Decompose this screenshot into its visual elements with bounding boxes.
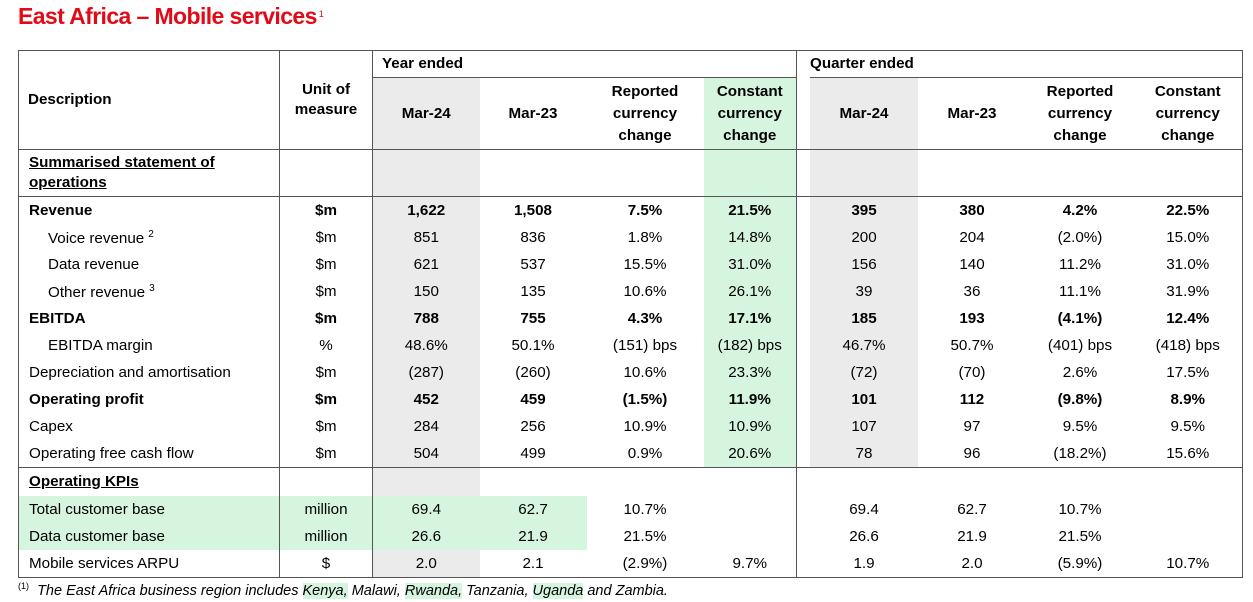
section-empty-cell bbox=[810, 150, 918, 197]
section-empty-cell bbox=[1026, 468, 1134, 497]
row-quarter-reported: (18.2%) bbox=[1026, 440, 1134, 468]
table-row bbox=[19, 197, 1243, 225]
row-unit: $m bbox=[280, 440, 373, 468]
row-gap bbox=[797, 197, 811, 225]
row-year-constant: 31.0% bbox=[704, 251, 797, 278]
row-year-reported: 7.5% bbox=[627, 201, 663, 219]
row-quarter-mar23: 140 bbox=[959, 255, 985, 273]
section-operations: Summarised statement of operations bbox=[19, 150, 280, 197]
row-unit: million bbox=[280, 523, 373, 550]
row-year-mar24: 2.0 bbox=[373, 550, 480, 578]
row-quarter-constant: 15.6% bbox=[1134, 440, 1242, 468]
row-quarter-constant: 12.4% bbox=[1134, 305, 1242, 332]
row-quarter-constant: 22.5% bbox=[1134, 197, 1242, 225]
row-quarter-constant bbox=[1134, 496, 1242, 523]
row-year-mar23: 62.7 bbox=[480, 496, 587, 523]
header-gap bbox=[797, 78, 811, 150]
row-gap bbox=[797, 332, 811, 359]
row-quarter-reported: (2.0%) bbox=[1057, 228, 1103, 246]
table-row bbox=[19, 305, 1243, 332]
header-description: Description bbox=[19, 51, 280, 150]
row-year-constant: 23.3% bbox=[704, 359, 797, 386]
table-row bbox=[19, 550, 1243, 578]
header-quarter-mar23: Mar-23 bbox=[918, 78, 1026, 150]
row-quarter-mar24: 78 bbox=[810, 440, 918, 468]
section-empty-cell bbox=[373, 468, 480, 497]
row-gap bbox=[797, 440, 811, 468]
row-year-mar23: 21.9 bbox=[480, 523, 587, 550]
row-year-mar24: 69.4 bbox=[373, 496, 480, 523]
row-year-reported: (151) bps bbox=[612, 336, 678, 354]
header-gap bbox=[797, 51, 811, 78]
row-quarter-mar24: 69.4 bbox=[849, 500, 879, 518]
header-unit: Unit of measure bbox=[280, 51, 373, 150]
row-label: Data customer base bbox=[19, 523, 280, 550]
table-row bbox=[19, 386, 1243, 413]
row-year-constant: 21.5% bbox=[704, 197, 797, 225]
row-year-mar23: 499 bbox=[480, 440, 587, 468]
row-quarter-constant: 9.5% bbox=[1134, 413, 1242, 440]
row-gap bbox=[797, 523, 811, 550]
row-quarter-mar24: 1.9 bbox=[810, 550, 918, 578]
row-label: Other revenue $^3$ bbox=[19, 278, 280, 305]
row-year-constant bbox=[704, 523, 797, 550]
row-unit: $m bbox=[280, 251, 373, 278]
row-gap bbox=[797, 386, 811, 413]
section-empty-cell bbox=[918, 468, 1026, 497]
row-label: Revenue bbox=[19, 197, 280, 225]
row-quarter-mar23: 380 bbox=[959, 201, 985, 219]
row-quarter-reported: (401) bps bbox=[1047, 336, 1113, 354]
row-quarter-reported: 21.5% bbox=[1058, 527, 1102, 545]
row-quarter-mar24: (72) bbox=[810, 359, 918, 386]
section-empty-cell bbox=[1026, 150, 1134, 197]
row-quarter-constant: (418) bps bbox=[1134, 332, 1242, 359]
row-quarter-mar24: 200 bbox=[810, 224, 918, 251]
title-footnote-marker: 1 bbox=[318, 9, 324, 19]
section-empty-cell bbox=[280, 468, 373, 497]
row-year-mar23: 755 bbox=[520, 309, 546, 327]
row-label: Voice revenue $^2$ bbox=[19, 224, 280, 251]
row-quarter-mar24: 101 bbox=[810, 386, 918, 413]
row-unit: $m bbox=[280, 278, 373, 305]
row-quarter-mar24: 46.7% bbox=[810, 332, 918, 359]
row-quarter-mar23: 193 bbox=[959, 309, 985, 327]
row-year-mar23: 836 bbox=[520, 228, 546, 246]
row-quarter-mar24: 26.6 bbox=[849, 527, 879, 545]
row-unit: $ bbox=[280, 550, 373, 578]
row-quarter-reported: 11.1% bbox=[1059, 282, 1101, 300]
row-quarter-constant: 15.0% bbox=[1134, 224, 1242, 251]
row-label: Total customer base bbox=[19, 496, 280, 523]
row-quarter-mar24: 395 bbox=[810, 197, 918, 225]
section-empty-cell bbox=[373, 150, 480, 197]
row-year-reported: 15.5% bbox=[623, 255, 667, 273]
row-quarter-reported: (9.8%) bbox=[1057, 390, 1103, 408]
row-year-reported: 10.6% bbox=[623, 363, 667, 381]
row-year-mar23: 256 bbox=[520, 417, 546, 435]
row-year-mar24: 26.6 bbox=[373, 523, 480, 550]
row-quarter-reported: 2.6% bbox=[1062, 363, 1098, 381]
row-gap bbox=[797, 251, 811, 278]
table-body bbox=[19, 51, 1243, 578]
row-year-constant: 14.8% bbox=[704, 224, 797, 251]
row-quarter-mar23: 62.7 bbox=[957, 500, 987, 518]
row-quarter-constant: 8.9% bbox=[1134, 386, 1242, 413]
section-empty-cell bbox=[1134, 468, 1242, 497]
row-year-constant: 26.1% bbox=[704, 278, 797, 305]
header-year-reported: Reported currency change bbox=[587, 78, 704, 150]
row-quarter-constant: 10.7% bbox=[1134, 550, 1242, 578]
financial-table bbox=[18, 50, 1243, 578]
row-quarter-constant bbox=[1134, 523, 1242, 550]
table-row bbox=[19, 496, 1243, 523]
row-year-reported: 21.5% bbox=[623, 527, 667, 545]
header-year-mar23: Mar-23 bbox=[480, 78, 587, 150]
row-year-mar23: (260) bbox=[515, 363, 551, 381]
row-unit: $m bbox=[280, 197, 373, 225]
row-unit: $m bbox=[280, 359, 373, 386]
header-quarter-constant: Constant currency change bbox=[1134, 78, 1242, 150]
row-label: Depreciation and amortisation bbox=[19, 359, 280, 386]
row-year-mar24: 48.6% bbox=[373, 332, 480, 359]
row-year-mar23: 459 bbox=[520, 390, 546, 408]
header-quarter-ended: Quarter ended bbox=[810, 51, 1242, 78]
row-quarter-constant: 31.9% bbox=[1134, 278, 1242, 305]
section-empty-cell bbox=[918, 150, 1026, 197]
section-empty-cell bbox=[1134, 150, 1242, 197]
row-year-mar24: 621 bbox=[373, 251, 480, 278]
row-quarter-mar23: 97 bbox=[963, 417, 981, 435]
row-label: Capex bbox=[19, 413, 280, 440]
row-gap bbox=[797, 550, 811, 578]
row-label: EBITDA bbox=[19, 305, 280, 332]
footnote: $^{(1)}$ The East Africa business region includes Kenya, Malawi, Rwanda, Tanzania, Uganda and Zambia. bbox=[18, 581, 668, 599]
row-year-constant: 20.6% bbox=[704, 440, 797, 468]
row-year-mar24: 504 bbox=[373, 440, 480, 468]
row-gap bbox=[797, 278, 811, 305]
section-empty-cell bbox=[587, 468, 704, 497]
section-empty-cell bbox=[704, 468, 797, 497]
row-gap bbox=[797, 359, 811, 386]
table-row bbox=[19, 359, 1243, 386]
row-year-constant: 9.7% bbox=[704, 550, 797, 578]
page-title: East Africa – Mobile services $^1$ bbox=[18, 3, 324, 29]
row-year-constant: 17.1% bbox=[704, 305, 797, 332]
section-empty-cell bbox=[280, 150, 373, 197]
row-quarter-mar24: 185 bbox=[810, 305, 918, 332]
row-year-mar24: 452 bbox=[373, 386, 480, 413]
table-row bbox=[19, 413, 1243, 440]
row-quarter-reported: 11.2% bbox=[1059, 255, 1101, 273]
row-quarter-mar24: 156 bbox=[810, 251, 918, 278]
row-year-reported: 10.9% bbox=[623, 417, 667, 435]
footnote-marker: 2 bbox=[148, 229, 154, 241]
section-empty-cell bbox=[810, 468, 918, 497]
row-quarter-mar24: 39 bbox=[810, 278, 918, 305]
row-quarter-mar23: 2.0 bbox=[918, 550, 1026, 578]
section-kpis: Operating KPIs bbox=[19, 468, 280, 497]
row-label: Operating profit bbox=[19, 386, 280, 413]
row-quarter-mar24: 107 bbox=[810, 413, 918, 440]
row-year-reported: 10.6% bbox=[623, 282, 667, 300]
section-empty-cell bbox=[797, 468, 811, 497]
row-year-mar24: (287) bbox=[373, 359, 480, 386]
header-year-mar24: Mar-24 bbox=[373, 78, 480, 150]
row-gap bbox=[797, 496, 811, 523]
footnote-marker: 3 bbox=[149, 283, 155, 295]
row-quarter-mar23: 50.7% bbox=[950, 336, 994, 354]
row-quarter-mar23: 21.9 bbox=[957, 527, 987, 545]
row-quarter-constant: 31.0% bbox=[1134, 251, 1242, 278]
section-empty-cell bbox=[704, 150, 797, 197]
row-unit: million bbox=[280, 496, 373, 523]
header-year-ended: Year ended bbox=[373, 51, 797, 78]
section-empty-cell bbox=[480, 150, 587, 197]
section-empty-cell bbox=[797, 150, 811, 197]
row-year-reported: 4.3% bbox=[627, 309, 663, 327]
row-unit: $m bbox=[280, 305, 373, 332]
row-year-constant: 11.9% bbox=[704, 386, 797, 413]
row-year-reported: (2.9%) bbox=[587, 550, 704, 578]
row-gap bbox=[797, 305, 811, 332]
table-row bbox=[19, 332, 1243, 359]
header-quarter-reported: Reported currency change bbox=[1026, 78, 1134, 150]
header-year-constant: Constant currency change bbox=[704, 78, 797, 150]
row-year-reported: 0.9% bbox=[587, 440, 704, 468]
footnote-rwanda: Rwanda, bbox=[404, 582, 463, 599]
row-year-constant bbox=[704, 496, 797, 523]
row-year-constant: 10.9% bbox=[704, 413, 797, 440]
table-row bbox=[19, 468, 1243, 497]
row-quarter-mar23: 96 bbox=[918, 440, 1026, 468]
row-year-mar23: 50.1% bbox=[511, 336, 555, 354]
row-year-reported: (1.5%) bbox=[622, 390, 668, 408]
row-year-mar23: 1,508 bbox=[513, 201, 552, 219]
footnote-uganda: Uganda bbox=[532, 582, 584, 599]
row-year-mar24: 788 bbox=[373, 305, 480, 332]
row-quarter-mar23: (70) bbox=[958, 363, 986, 381]
row-label: Operating free cash flow bbox=[19, 440, 280, 468]
row-year-constant: (182) bps bbox=[704, 332, 797, 359]
row-unit: $m bbox=[280, 224, 373, 251]
row-label: EBITDA margin bbox=[19, 332, 280, 359]
table-row bbox=[19, 440, 1243, 468]
row-label: Data revenue bbox=[19, 251, 280, 278]
row-year-reported: 10.7% bbox=[623, 500, 667, 518]
row-label: Mobile services ARPU bbox=[19, 550, 280, 578]
row-gap bbox=[797, 224, 811, 251]
row-year-mar23: 537 bbox=[520, 255, 546, 273]
row-year-mar24: 851 bbox=[373, 224, 480, 251]
row-year-mar24: 1,622 bbox=[373, 197, 480, 225]
row-gap bbox=[797, 413, 811, 440]
row-quarter-reported: 9.5% bbox=[1062, 417, 1098, 435]
row-year-mar23: 2.1 bbox=[480, 550, 587, 578]
row-year-mar24: 284 bbox=[373, 413, 480, 440]
section-empty-cell bbox=[587, 150, 704, 197]
row-quarter-reported: (5.9%) bbox=[1026, 550, 1134, 578]
table-row bbox=[19, 224, 1243, 251]
table-row bbox=[19, 251, 1243, 278]
row-year-mar23: 135 bbox=[520, 282, 546, 300]
row-unit: $m bbox=[280, 386, 373, 413]
row-quarter-constant: 17.5% bbox=[1134, 359, 1242, 386]
row-quarter-mar23: 112 bbox=[959, 390, 985, 408]
table-row bbox=[19, 278, 1243, 305]
row-quarter-mar23: 36 bbox=[963, 282, 981, 300]
table-row bbox=[19, 523, 1243, 550]
row-quarter-reported: 10.7% bbox=[1058, 500, 1102, 518]
row-year-reported: 1.8% bbox=[627, 228, 663, 246]
section-empty-cell bbox=[480, 468, 587, 497]
row-quarter-mar23: 204 bbox=[959, 228, 985, 246]
row-quarter-reported: (4.1%) bbox=[1057, 309, 1103, 327]
row-unit: % bbox=[280, 332, 373, 359]
row-unit: $m bbox=[280, 413, 373, 440]
row-year-mar24: 150 bbox=[373, 278, 480, 305]
row-quarter-reported: 4.2% bbox=[1062, 201, 1098, 219]
footnote-kenya: Kenya, bbox=[302, 582, 348, 599]
header-quarter-mar24: Mar-24 bbox=[810, 78, 918, 150]
